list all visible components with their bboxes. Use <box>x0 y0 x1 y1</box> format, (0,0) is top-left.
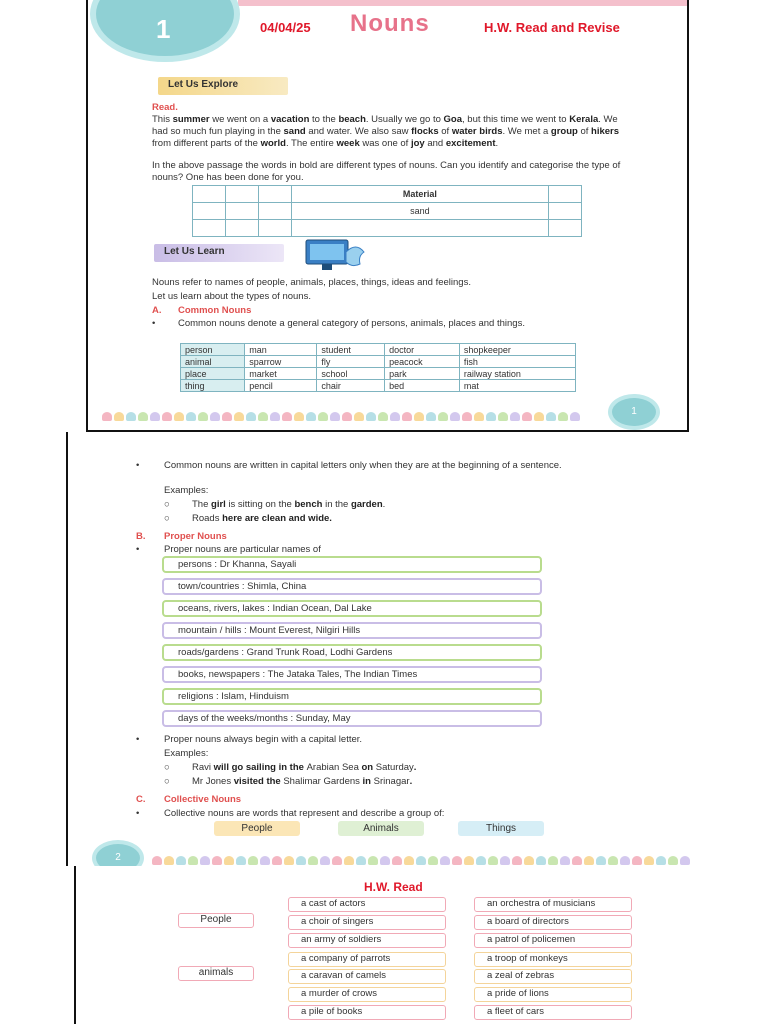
decor-dot <box>402 412 412 421</box>
circle-bullet-icon: ○ <box>164 776 170 787</box>
proper-noun-box: religions : Islam, Hinduism <box>162 688 542 705</box>
homework-note: H.W. Read <box>364 880 423 894</box>
decor-dot <box>176 856 186 865</box>
decor-dot <box>632 856 642 865</box>
collective-noun-box: a cast of actors <box>288 897 446 912</box>
decor-dot <box>522 412 532 421</box>
bold-noun: week <box>336 138 360 149</box>
examples-label-2: Examples: <box>164 748 209 759</box>
bold-noun: visited the <box>231 776 284 787</box>
table-cell: doctor <box>385 344 460 356</box>
table-cell: chair <box>317 380 385 392</box>
page-number: 2 <box>115 852 121 863</box>
decor-dot <box>450 412 460 421</box>
group-things: Things <box>458 821 544 836</box>
decor-dot <box>174 412 184 421</box>
decor-dot <box>366 412 376 421</box>
table-cell <box>193 203 226 220</box>
collective-noun-box: a company of parrots <box>288 952 446 967</box>
decor-dot <box>596 856 606 865</box>
table-cell <box>225 186 258 203</box>
decor-dot <box>428 856 438 865</box>
table-row <box>181 344 576 356</box>
decor-dot <box>438 412 448 421</box>
proper-noun-box: books, newspapers : The Jataka Tales, The Indian Times <box>162 666 542 683</box>
bullet-icon: • <box>136 460 140 471</box>
homework-note: H.W. Read and Revise <box>484 20 620 35</box>
text-run: . We had so much fun playing in the <box>152 114 618 137</box>
bold-noun: garden <box>350 499 383 510</box>
decorative-border <box>102 412 580 422</box>
bold-noun: flocks <box>411 126 439 137</box>
text-run: Saturday <box>375 762 414 773</box>
page-number: 1 <box>631 406 637 417</box>
textbook-page-3 <box>74 866 692 1024</box>
table-row <box>181 356 576 368</box>
collective-noun-box: a caravan of camels <box>288 969 446 984</box>
collective-noun-box: a board of directors <box>474 915 632 930</box>
explore-passage <box>152 114 626 150</box>
collective-noun-box: a pile of books <box>288 1005 446 1020</box>
decor-dot <box>246 412 256 421</box>
bold-noun: vacation <box>270 114 310 125</box>
text-run: Shalimar Gardens <box>283 776 360 787</box>
decor-dot <box>524 856 534 865</box>
decor-dot <box>512 856 522 865</box>
read-label: Read. <box>152 102 178 113</box>
collective-noun-box: a pride of lions <box>474 987 632 1002</box>
table-cell: man <box>245 344 317 356</box>
table-cell: railway station <box>459 368 575 380</box>
section-a-title: Common Nouns <box>178 305 252 316</box>
bold-noun: Goa <box>443 114 463 125</box>
row-header-cell: thing <box>181 380 245 392</box>
decor-dot <box>680 856 690 865</box>
text-run: . <box>382 499 386 510</box>
chapter-badge <box>90 0 240 62</box>
decor-dot <box>222 412 232 421</box>
text-run: Ravi <box>192 762 212 773</box>
bold-noun: group <box>550 126 578 137</box>
decor-dot <box>354 412 364 421</box>
categorise-table <box>192 185 582 237</box>
table-cell <box>193 186 226 203</box>
textbook-page-1 <box>86 0 689 432</box>
table-cell: bed <box>385 380 460 392</box>
label-people: People <box>178 913 254 928</box>
text-run: was one of <box>359 138 411 149</box>
table-cell: Material <box>291 186 548 203</box>
table-cell: fish <box>459 356 575 368</box>
decor-dot <box>344 856 354 865</box>
decor-dot <box>644 856 654 865</box>
decor-dot <box>584 856 594 865</box>
row-header-cell: animal <box>181 356 245 368</box>
section-c-letter: C. <box>136 794 146 805</box>
decor-dot <box>498 412 508 421</box>
decor-dot <box>270 412 280 421</box>
decor-dot <box>452 856 462 865</box>
decor-dot <box>570 412 580 421</box>
bold-noun: . <box>413 762 417 773</box>
label-animals: animals <box>178 966 254 981</box>
decor-dot <box>548 856 558 865</box>
common-definition: Common nouns denote a general category of persons, animals, places and things. <box>178 318 525 329</box>
decor-dot <box>272 856 282 865</box>
decor-dot <box>416 856 426 865</box>
bold-noun: joy <box>410 138 425 149</box>
text-run: of <box>438 126 452 137</box>
proper-noun-box: oceans, rivers, lakes : Indian Ocean, Dal Lake <box>162 600 542 617</box>
text-run: from different parts of the <box>152 138 261 149</box>
decor-dot <box>210 412 220 421</box>
decor-dot <box>464 856 474 865</box>
decorative-border <box>152 856 692 866</box>
row-header-cell: person <box>181 344 245 356</box>
intro-line-2: Let us learn about the types of nouns. <box>152 291 311 302</box>
bold-noun: in <box>359 776 374 787</box>
decor-dot <box>186 412 196 421</box>
proper-noun-box: roads/gardens : Grand Trunk Road, Lodhi Gardens <box>162 644 542 661</box>
collective-noun-box: an army of soldiers <box>288 933 446 948</box>
bold-noun: will go sailing in the <box>211 762 307 773</box>
decor-dot <box>248 856 258 865</box>
table-cell: sparrow <box>245 356 317 368</box>
section-b-letter: B. <box>136 531 146 542</box>
proper-rule: Proper nouns always begin with a capital letter. <box>164 734 363 745</box>
table-cell: student <box>317 344 385 356</box>
text-run: Mr Jones <box>192 776 232 787</box>
decor-dot <box>572 856 582 865</box>
example-3 <box>192 762 416 774</box>
table-cell: school <box>317 368 385 380</box>
decor-dot <box>102 412 112 421</box>
decor-dot <box>284 856 294 865</box>
text-run: , but this time we went to <box>462 114 570 125</box>
textbook-page-2 <box>66 432 692 866</box>
table-cell: sand <box>291 203 548 220</box>
bold-noun: Kerala <box>569 114 599 125</box>
page-number-badge <box>608 394 660 430</box>
bold-noun: water birds <box>451 126 503 137</box>
decor-dot <box>558 412 568 421</box>
table-cell: market <box>245 368 317 380</box>
table-cell: pencil <box>245 380 317 392</box>
bold-noun: on <box>358 762 376 773</box>
common-caps-rule: Common nouns are written in capital letters only when they are at the beginning of a sentence. <box>164 460 562 471</box>
section-a-letter: A. <box>152 305 162 316</box>
text-run: Arabian Sea <box>306 762 359 773</box>
group-people: People <box>214 821 300 836</box>
decor-dot <box>282 412 292 421</box>
decor-dot <box>152 856 162 865</box>
example-4 <box>192 776 412 788</box>
decor-dot <box>294 412 304 421</box>
decor-dot <box>500 856 510 865</box>
decor-dot <box>620 856 630 865</box>
text-run: to the <box>309 114 339 125</box>
decor-dot <box>114 412 124 421</box>
page-number-badge <box>92 840 144 866</box>
decor-dot <box>656 856 666 865</box>
bullet-icon: • <box>136 734 140 745</box>
circle-bullet-icon: ○ <box>164 499 170 510</box>
table-cell <box>258 203 291 220</box>
text-run: in the <box>322 499 351 510</box>
decor-dot <box>342 412 352 421</box>
row-header-cell: place <box>181 368 245 380</box>
intro-line-1: Nouns refer to names of people, animals, places, things, ideas and feelings. <box>152 277 471 288</box>
proper-noun-box: days of the weeks/months : Sunday, May <box>162 710 542 727</box>
decor-dot <box>440 856 450 865</box>
collective-noun-box: a choir of singers <box>288 915 446 930</box>
table-cell: shopkeeper <box>459 344 575 356</box>
decor-dot <box>608 856 618 865</box>
bullet-icon: • <box>152 318 156 329</box>
decor-dot <box>234 412 244 421</box>
decor-dot <box>318 412 328 421</box>
text-run: This <box>152 114 173 125</box>
table-cell: peacock <box>385 356 460 368</box>
decor-dot <box>162 412 172 421</box>
bold-noun: . <box>409 776 413 787</box>
decor-dot <box>534 412 544 421</box>
collective-noun-box: a troop of monkeys <box>474 952 632 967</box>
table-cell <box>549 203 582 220</box>
decor-dot <box>426 412 436 421</box>
decor-dot <box>474 412 484 421</box>
decor-dot <box>414 412 424 421</box>
collective-definition: Collective nouns are words that represent and describe a group of: <box>164 808 445 819</box>
bold-noun: bench <box>294 499 323 510</box>
proper-noun-box: mountain / hills : Mount Everest, Nilgiri Hills <box>162 622 542 639</box>
decor-dot <box>560 856 570 865</box>
table-cell <box>225 203 258 220</box>
examples-label: Examples: <box>164 485 209 496</box>
header-band <box>238 0 689 6</box>
table-row <box>181 368 576 380</box>
decor-dot <box>260 856 270 865</box>
decor-dot <box>224 856 234 865</box>
collective-noun-box: a zeal of zebras <box>474 969 632 984</box>
decor-dot <box>306 412 316 421</box>
decor-dot <box>380 856 390 865</box>
text-run: and water. We also saw <box>305 126 412 137</box>
decor-dot <box>198 412 208 421</box>
chapter-title: Nouns <box>350 10 430 37</box>
decor-dot <box>378 412 388 421</box>
decor-dot <box>320 856 330 865</box>
text-run: we went on a <box>209 114 271 125</box>
chapter-number: 1 <box>156 14 171 44</box>
text-run: The <box>192 499 212 510</box>
text-run: of <box>577 126 592 137</box>
bold-noun: beach <box>338 114 366 125</box>
computer-illustration <box>302 236 368 274</box>
collective-noun-box: an orchestra of musicians <box>474 897 632 912</box>
table-cell <box>549 186 582 203</box>
proper-intro: Proper nouns are particular names of <box>164 544 321 555</box>
proper-noun-box: persons : Dr Khanna, Sayali <box>162 556 542 573</box>
decor-dot <box>332 856 342 865</box>
bullet-icon: • <box>136 544 140 555</box>
decor-dot <box>258 412 268 421</box>
decor-dot <box>236 856 246 865</box>
text-run: Srinagar <box>373 776 410 787</box>
example-2 <box>192 513 332 525</box>
bold-noun: hikers <box>591 126 620 137</box>
bold-noun: world <box>260 138 286 149</box>
collective-noun-box: a patrol of policemen <box>474 933 632 948</box>
circle-bullet-icon: ○ <box>164 513 170 524</box>
table-cell: mat <box>459 380 575 392</box>
decor-dot <box>462 412 472 421</box>
table-row <box>181 380 576 392</box>
decor-dot <box>488 856 498 865</box>
decor-dot <box>356 856 366 865</box>
decor-dot <box>546 412 556 421</box>
text-run: is sitting on the <box>225 499 295 510</box>
decor-dot <box>188 856 198 865</box>
collective-noun-box: a fleet of cars <box>474 1005 632 1020</box>
decor-dot <box>150 412 160 421</box>
decor-dot <box>668 856 678 865</box>
decor-dot <box>126 412 136 421</box>
decor-dot <box>536 856 546 865</box>
table-cell <box>258 186 291 203</box>
decor-dot <box>308 856 318 865</box>
collective-noun-box: a murder of crows <box>288 987 446 1002</box>
table-cell: fly <box>317 356 385 368</box>
section-c-title: Collective Nouns <box>164 794 242 805</box>
text-run: . Usually we go to <box>365 114 444 125</box>
table-cell: park <box>385 368 460 380</box>
decor-dot <box>212 856 222 865</box>
bold-noun: summer <box>172 114 210 125</box>
decor-dot <box>476 856 486 865</box>
proper-noun-box: town/countries : Shimla, China <box>162 578 542 595</box>
decor-dot <box>390 412 400 421</box>
decor-dot <box>138 412 148 421</box>
text-run: . <box>495 138 499 149</box>
decor-dot <box>392 856 402 865</box>
text-run: Roads <box>192 513 220 524</box>
bold-noun: here are clean and wide. <box>219 513 332 524</box>
explore-heading: Let Us Explore <box>158 77 288 95</box>
bullet-icon: • <box>136 808 140 819</box>
bold-noun: girl <box>211 499 226 510</box>
decor-dot <box>486 412 496 421</box>
decor-dot <box>404 856 414 865</box>
learn-heading: Let Us Learn <box>154 244 284 262</box>
common-nouns-table <box>180 343 576 392</box>
decor-dot <box>200 856 210 865</box>
decor-dot <box>164 856 174 865</box>
decor-dot <box>296 856 306 865</box>
example-1 <box>192 499 385 511</box>
text-run: and <box>424 138 446 149</box>
text-run: . The entire <box>285 138 337 149</box>
text-run: . We met a <box>502 126 551 137</box>
decor-dot <box>330 412 340 421</box>
section-b-title: Proper Nouns <box>164 531 227 542</box>
handwritten-date: 04/04/25 <box>260 20 311 35</box>
decor-dot <box>368 856 378 865</box>
decor-dot <box>510 412 520 421</box>
group-animals: Animals <box>338 821 424 836</box>
bold-noun: excitement <box>445 138 496 149</box>
explore-question: In the above passage the words in bold are different types of nouns. Can you identify and categorise the type of nouns? One has been done for you. <box>152 160 621 183</box>
bold-noun: sand <box>283 126 306 137</box>
circle-bullet-icon: ○ <box>164 762 170 773</box>
